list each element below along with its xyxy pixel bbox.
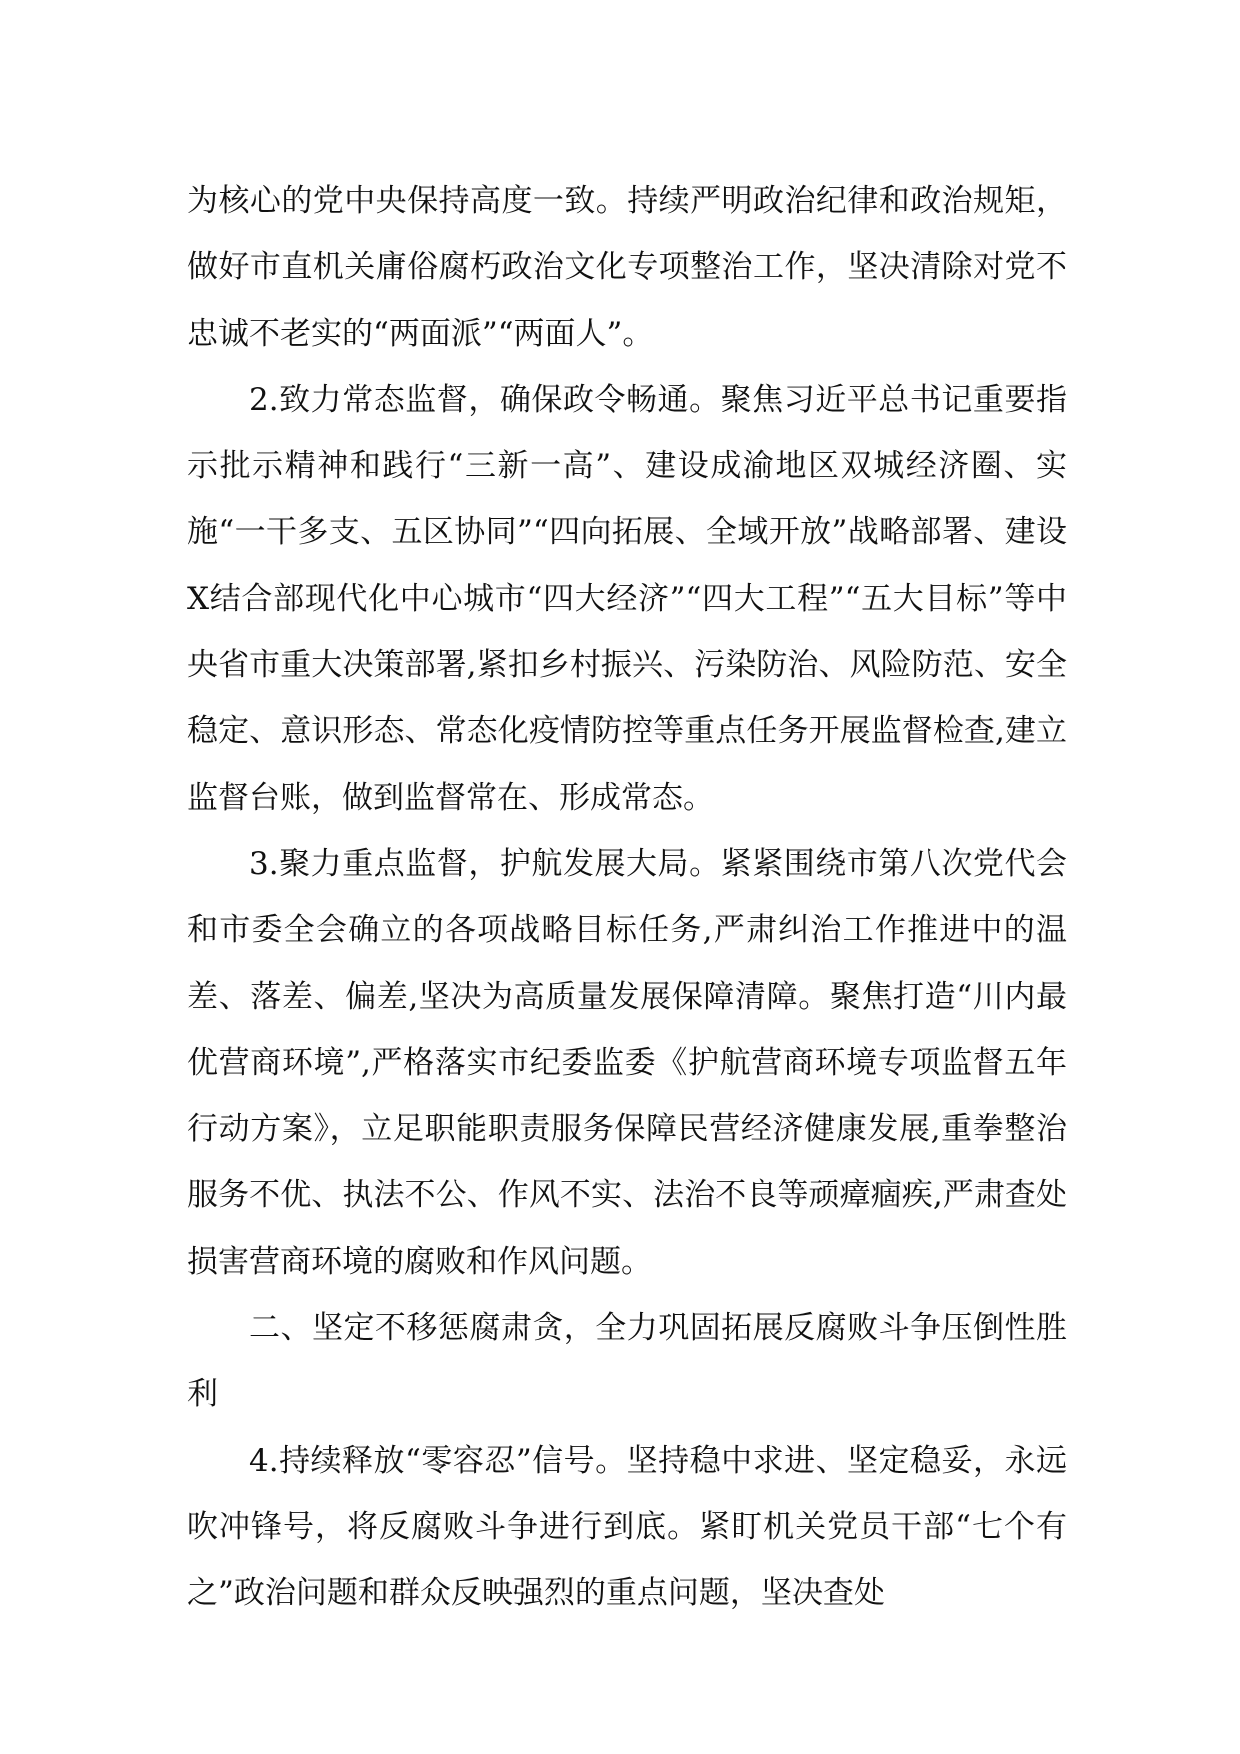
section-heading-2: 二、坚定不移惩腐肃贪，全力巩固拓展反腐败斗争压倒性胜利 bbox=[187, 1310, 1067, 1413]
paragraph-item-4: 4.持续释放“零容忍”信号。坚持稳中求进、坚定稳妥，永远吹冲锋号，将反腐败斗争进行到底。紧盯机关党员干部“七个有之”政治问题和群众反映强烈的重点问题，坚决查处 bbox=[187, 1442, 1067, 1612]
paragraph-item-3: 3.聚力重点监督，护航发展大局。紧紧围绕市第八次党代会和市委全会确立的各项战略目标任务,严肃纠治工作推进中的温差、落差、偏差,坚决为高质量发展保障清障。聚焦打造“川内最优营商环境”,严格落实市纪委监委《护航营商环境专项监督五年行动方案》，立足职能职责服务保障民营经济健康发展,重拳整治服务不优、执法不公、作风不实、法治不良等顽瘴痼疾,严肃查处损害营商环境的腐败和作风问题。 bbox=[187, 845, 1067, 1280]
paragraph-continuation: 为核心的党中央保持高度一致。持续严明政治纪律和政治规矩，做好市直机关庸俗腐朽政治文化专项整治工作，坚决清除对党不忠诚不老实的“两面派”“两面人”。 bbox=[187, 183, 1067, 352]
document-body bbox=[187, 168, 1067, 1627]
paragraph-item-2: 2.致力常态监督，确保政令畅通。聚焦习近平总书记重要指示批示精神和践行“三新一高”、建设成渝地区双城经济圈、实施“一干多支、五区协同”“四向拓展、全域开放”战略部署、建设X结合部现代化中心城市“四大经济”“四大工程”“五大目标”等中央省市重大决策部署,紧扣乡村振兴、污染防治、风险防范、安全稳定、意识形态、常态化疫情防控等重点任务开展监督检查,建立监督台账，做到监督常在、形成常态。 bbox=[187, 381, 1067, 816]
